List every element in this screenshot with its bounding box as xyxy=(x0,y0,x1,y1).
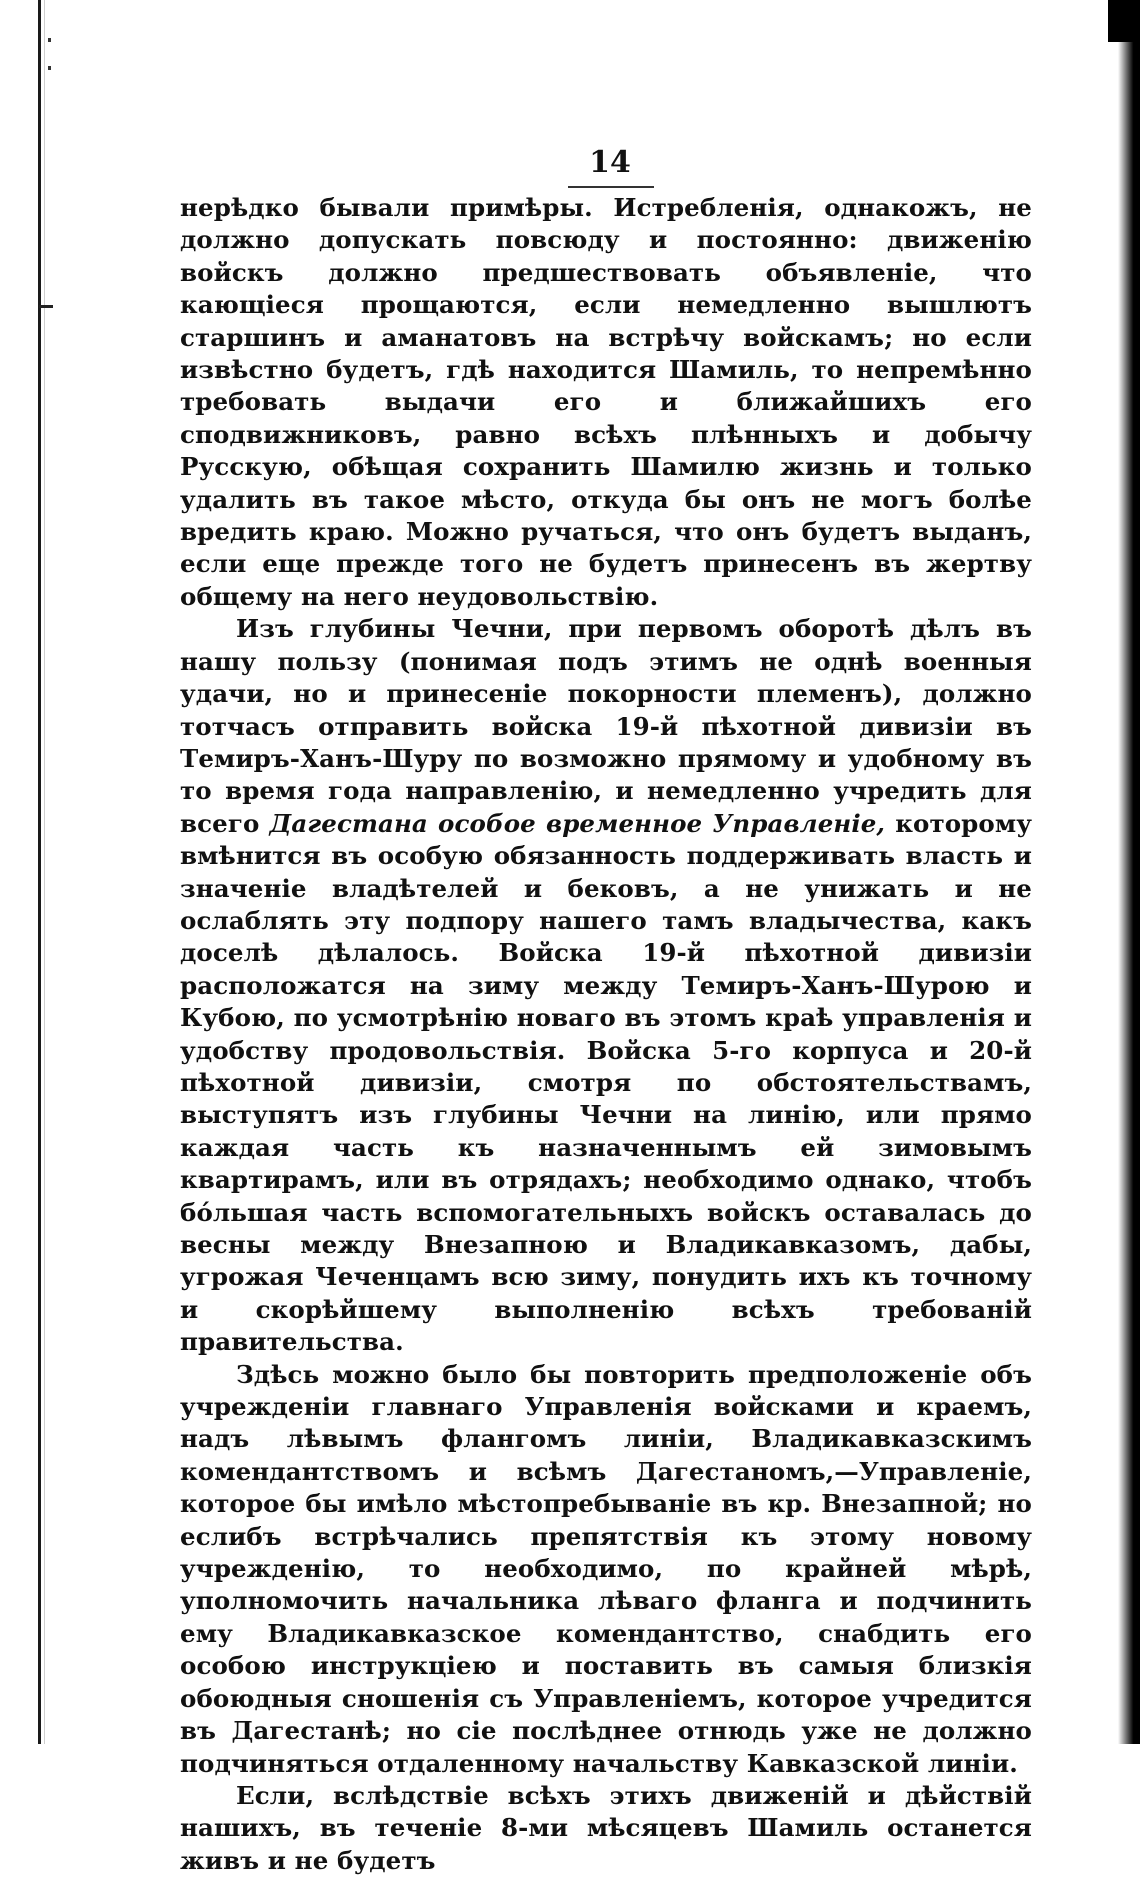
paragraph-1: нерѣдко бывали примѣры. Истребленія, однакожъ, не должно допускать повсюду и постоянно: движенію войскъ должно предшествовать объявленіе, что кающіеся прощаются, если немедленно вышлютъ старшинъ и аманатовъ на встрѣчу войскамъ; но если извѣстно будетъ, гдѣ находится Шамиль, то непремѣнно требовать выдачи его и ближайшихъ его сподвижниковъ, равно всѣхъ плѣнныхъ и добычу Русскую, обѣщая сохранить Шамилю жизнь и только удалить въ такое мѣсто, откуда бы онъ не могъ болѣе вредить краю. Можно ручаться, что онъ будетъ выданъ, если еще прежде того не будетъ принесенъ въ жертву общему на него неудовольствію. xyxy=(180,193,1032,611)
scan-right-corner xyxy=(1108,0,1140,42)
margin-dot xyxy=(48,38,51,42)
paragraph-4: Если, вслѣдствіе всѣхъ этихъ движеній и дѣйствій нашихъ, въ теченіе 8-ми мѣсяцевъ Шамиль останется живъ и не будетъ xyxy=(180,1780,1032,1875)
body-text xyxy=(180,192,1032,1877)
paragraph-2-text-before: Изъ глубины Чечни, при первомъ оборотѣ дѣлъ въ нашу пользу (понимая подъ этимъ не однѣ военныя удачи, но и принесеніе покорности племенъ), должно тотчасъ отправить войска 19-й пѣхотной дивизіи въ Темиръ-Ханъ-Шуру по возможно прямому и удобному въ то время года направленію, и немедленно учредить для всего xyxy=(180,614,1032,838)
paragraph-3: Здѣсь можно было бы повторить предположеніе объ учрежденіи главнаго Управленія войсками и краемъ, надъ лѣвымъ флангомъ линіи, Владикавказскимъ комендантствомъ и всѣмъ Дагестаномъ,—Управленіе, которое бы имѣло мѣстопребываніе въ кр. Внезапной; но еслибъ встрѣчались препятствія къ этому новому учрежденію, то необходимо, по крайней мѣрѣ, уполномочить начальника лѣваго фланга и подчинить ему Владикавказское комендантство, снабдить его особою инструкціею и поставить въ самыя близкія обоюдныя сношенія съ Управленіемъ, которое учредится въ Дагестанѣ; но сіе послѣднее отнюдь уже не должно подчиняться отдаленному начальству Кавказской линіи. xyxy=(180,1359,1032,1778)
page-number-rule xyxy=(568,186,654,188)
paragraph-2-italic-text: Дагестана особое временное Управленіе, xyxy=(269,808,886,838)
margin-mark xyxy=(39,305,53,308)
margin-dot xyxy=(48,66,51,70)
paragraph-2 xyxy=(180,613,1032,1358)
scan-right-edge xyxy=(1118,0,1140,1744)
paragraph-2-text-after: которому вмѣнится въ особую обязанность поддерживать власть и значеніе владѣтелей и бековъ, а не унижать и не ослаблять эту подпору нашего тамъ владычества, какъ доселѣ дѣлалось. Войска 19-й пѣхотной дивизіи расположатся на зиму между Темиръ-Ханъ-Шурою и Кубою, по усмотрѣнію новаго въ этомъ краѣ управленія и удобству продовольствія. Войска 5-го корпуса и 20-й пѣхотной дивизіи, смотря по обстоятельствамъ, выступятъ изъ глубины Чечни на линію, или прямо каждая часть къ назначеннымъ ей зимовымъ квартирамъ, или въ отрядахъ; необходимо однако, чтобъ бо́льшая часть вспомогательныхъ войскъ оставалась до весны между Внезапною и Владикавказомъ, дабы, угрожая Чеченцамъ всю зиму, понудить ихъ къ точному и скорѣйшему выполненію всѣхъ требованій правительства. xyxy=(180,808,1033,1357)
scan-left-edge xyxy=(38,0,41,1744)
page-number: 14 xyxy=(589,145,631,180)
scan-left-edge-shadow xyxy=(44,0,45,1744)
